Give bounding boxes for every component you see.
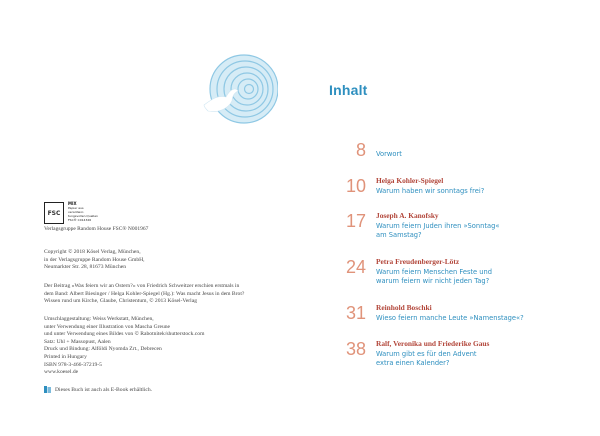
toc-entry-author: Reinhold Boschki	[376, 303, 432, 312]
toc-entry-author: Ralf, Veronika und Friederike Gaus	[376, 339, 490, 348]
spiral-dove-icon	[198, 53, 278, 133]
toc-entry-title-continued: extra einen Kalender?	[376, 359, 450, 367]
toc-entry-feste[interactable]	[300, 258, 600, 288]
toc-page-number: 24	[345, 257, 366, 277]
toc-entry-title: Wieso feiern manche Leute »Namenstage«?	[376, 314, 524, 322]
toc-page-number: 31	[345, 303, 366, 323]
toc-entry-namenstage[interactable]	[300, 304, 600, 334]
toc-entry-title-continued: warum feiern wir nicht jeden Tag?	[376, 277, 490, 285]
fsc-registry-line: Verlagsgruppe Random House FSC® N001967	[44, 226, 149, 232]
fsc-tree-icon: FSC	[44, 202, 64, 224]
toc-page-number: 10	[345, 176, 366, 196]
toc-entry-title: Warum feiern Menschen Feste und	[376, 268, 493, 276]
toc-entry-sonntags[interactable]	[300, 177, 600, 207]
toc-entry-title: Vorwort	[376, 150, 402, 158]
toc-entry-title: Warum haben wir sonntags frei?	[376, 187, 485, 195]
toc-entry-advent[interactable]	[300, 340, 600, 370]
toc-page-number: 38	[345, 339, 366, 359]
toc-page-number: 8	[355, 140, 366, 160]
toc-entry-title: Warum feiern Juden ihren »Sonntag«	[376, 222, 500, 230]
toc-entry-author: Petra Freudenberger-Lötz	[376, 257, 460, 266]
toc-entry-author: Helga Kohler-Spiegel	[376, 176, 444, 185]
copyright-block: Copyright © 2018 Kösel Verlag, München, in der Verlagsgruppe Random House GmbH, Neumarkter Str. 28, 81673 München	[44, 249, 145, 271]
toc-entry-title-continued: am Samstag?	[376, 231, 422, 239]
ebook-note: Dieses Buch ist auch als E-Book erhältlich.	[44, 386, 152, 393]
toc-title: Inhalt	[329, 82, 368, 98]
toc-entry-juden[interactable]	[300, 212, 600, 242]
toc-entry-title: Warum gibt es für den Advent	[376, 350, 477, 358]
first-publication-note: Der Beitrag »Was feiern wir an Ostern?« von Friedrich Schweitzer erschien erstmals in dem Band: Albert Biesinger / Helga Kohler-Spiegel (Hg.): Was macht Jesus in dem Brot? Wissen rund um Kirche, Glaube, Christentum, © 2013 Kösel-Verlag	[44, 283, 245, 305]
toc-entry-vorwort[interactable]	[300, 141, 600, 171]
fsc-mix-text: MIX Papier aus verantwor- tungsvollen Quellen FSC® C014326	[68, 201, 98, 222]
production-credits: Umschlaggestaltung: Weiss Werkstatt, München, unter Verwendung einer Illustration von Mascha Greune und unter Verwendung eines Bildes von © Rabotnitek/shutterstock.com Satz: Uhl + Massopust, Aalen Druck und Bindung: Alföldi Nyomda Zrt., Debrecen Printed in Hungary ISBN 978-3-466-37219-5 www.koesel.de	[44, 316, 205, 376]
toc-entry-author: Joseph A. Kanofsky	[376, 211, 439, 220]
toc-page-number: 17	[345, 211, 366, 231]
fsc-label	[44, 202, 98, 224]
ebook-icon	[44, 386, 51, 393]
